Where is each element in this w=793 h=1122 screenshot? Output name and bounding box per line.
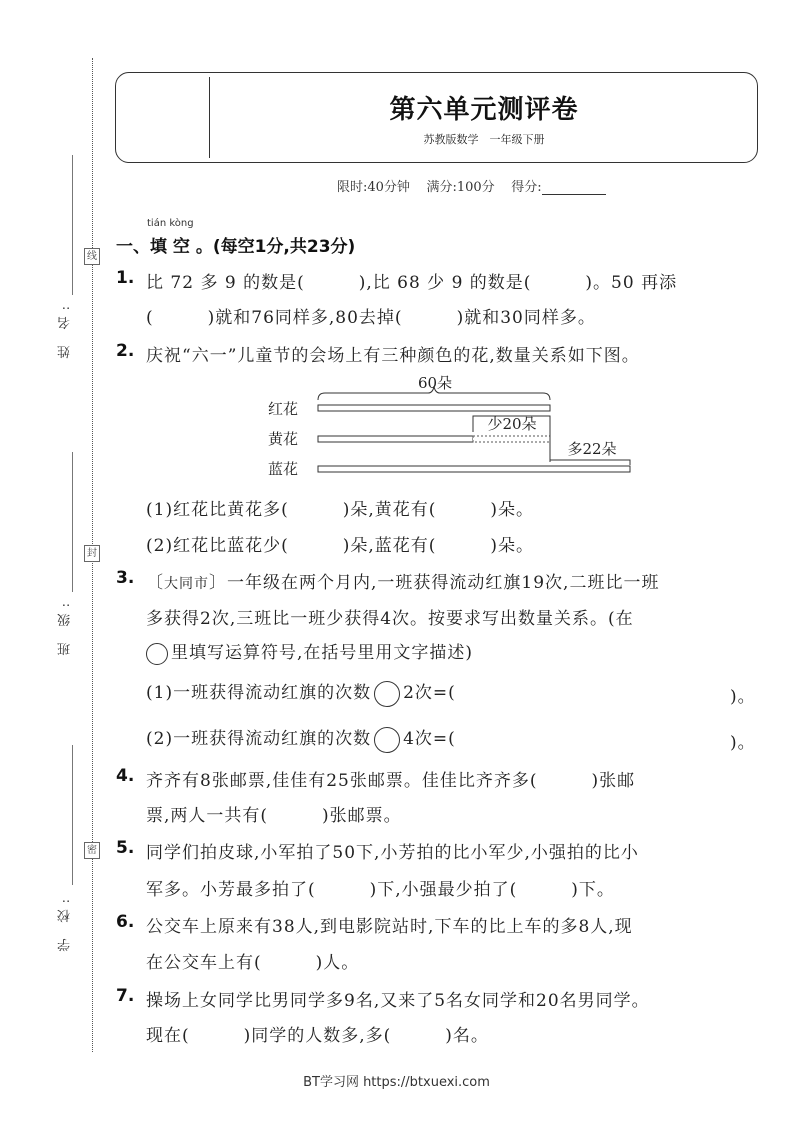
q2-sub2: (2)红花比蓝花少( )朵,蓝花有( )朵。 xyxy=(146,536,535,556)
q3-sub2-text: (2)一班获得流动红旗的次数 xyxy=(146,729,372,749)
q2-number: 2. xyxy=(116,341,135,361)
class-field-line[interactable] xyxy=(72,452,73,592)
q7-number: 7. xyxy=(116,986,135,1006)
q7-line1: 操场上女同学比男同学多9名,又来了5名女同学和20名男同学。 xyxy=(146,991,650,1011)
q5-number: 5. xyxy=(116,838,135,858)
time-limit: 限时:40分钟 xyxy=(337,180,410,195)
school-label: 学 校: xyxy=(58,893,73,952)
q6-line2: 在公交车上有( )人。 xyxy=(146,953,360,973)
section-title: 一、填 空 。(每空1分,共23分) xyxy=(116,237,356,257)
page-title: 第六单元测评卷 xyxy=(389,95,579,125)
more-label: 多22朵 xyxy=(567,440,617,458)
class-label: 班 级: xyxy=(58,597,73,656)
q3-line1-text: 一年级在两个月内,一班获得流动红旗19次,二班比一班 xyxy=(227,573,660,593)
footer-watermark[interactable]: BT学习网 https://btxuexi.com xyxy=(303,1075,490,1090)
q3-number: 3. xyxy=(116,568,135,588)
score-blank[interactable] xyxy=(542,182,606,195)
q3-sub1 xyxy=(146,678,456,707)
top-brace-label: 60朵 xyxy=(417,374,453,392)
page-subtitle: 苏教版数学 一年级下册 xyxy=(423,133,545,146)
bar-yellow xyxy=(318,436,473,442)
q6-number: 6. xyxy=(116,912,135,932)
q5-line2: 军多。小芳最多拍了( )下,小强最少拍了( )下。 xyxy=(146,880,615,900)
binding-box-bottom: 密 xyxy=(84,842,100,859)
section-pinyin: tián kòng xyxy=(147,218,194,229)
exam-meta xyxy=(337,176,606,195)
label-yellow: 黄花 xyxy=(268,430,299,448)
q3-line3-text: 里填写运算符号,在括号里用文字描述) xyxy=(171,643,474,663)
title-box xyxy=(115,72,758,163)
q3-line2: 多获得2次,三班比一班少获得4次。按要求写出数量关系。(在 xyxy=(146,609,634,629)
bar-yellow-dashed xyxy=(473,436,550,442)
operator-circle-example xyxy=(146,643,168,665)
q3-line1: 〔大同市〕一年级在两个月内,一班获得流动红旗19次,二班比一班 xyxy=(146,573,660,593)
operator-circle-2[interactable] xyxy=(374,727,400,753)
q1-line2: ( )就和76同样多,80去掉( )就和30同样多。 xyxy=(146,308,596,328)
flower-diagram xyxy=(260,372,650,484)
q2-sub1: (1)红花比黄花多( )朵,黄花有( )朵。 xyxy=(146,500,535,520)
q3-sub1-value: 2次=( xyxy=(403,683,456,703)
q4-line2: 票,两人一共有( )张邮票。 xyxy=(146,806,402,826)
label-blue: 蓝花 xyxy=(268,460,299,478)
score-label: 得分: xyxy=(511,180,542,195)
q3-sub2-value: 4次=( xyxy=(403,729,456,749)
q3-line3 xyxy=(146,638,473,665)
operator-circle-1[interactable] xyxy=(374,681,400,707)
q3-sub2-end: )。 xyxy=(730,733,756,753)
q7-line2: 现在( )同学的人数多,多( )名。 xyxy=(146,1026,489,1046)
bar-blue xyxy=(318,466,630,472)
q3-sub2 xyxy=(146,724,456,753)
bar-red xyxy=(318,405,550,411)
q2-line1: 庆祝“六一”儿童节的会场上有三种颜色的花,数量关系如下图。 xyxy=(146,346,640,366)
less-label: 少20朵 xyxy=(487,415,537,433)
name-label: 姓 名: xyxy=(58,300,73,359)
label-red: 红花 xyxy=(268,400,299,418)
q4-number: 4. xyxy=(116,766,135,786)
name-field-line[interactable] xyxy=(72,155,73,295)
school-field-line[interactable] xyxy=(72,745,73,885)
binding-box-middle: 封 xyxy=(84,545,100,562)
q4-line1: 齐齐有8张邮票,佳佳有25张邮票。佳佳比齐齐多( )张邮 xyxy=(146,771,636,791)
full-score: 满分:100分 xyxy=(426,180,495,195)
q1-line1: 比 72 多 9 的数是( ),比 68 少 9 的数是( )。50 再添 xyxy=(146,273,678,293)
q5-line1: 同学们拍皮球,小军拍了50下,小芳拍的比小军少,小强拍的比小 xyxy=(146,843,639,863)
q3-sub1-end: )。 xyxy=(730,687,756,707)
q3-tag: 大同市 xyxy=(164,576,209,592)
q1-number: 1. xyxy=(116,268,135,288)
title-box-divider xyxy=(209,77,210,158)
q3-sub1-text: (1)一班获得流动红旗的次数 xyxy=(146,683,372,703)
binding-box-top: 线 xyxy=(84,248,100,265)
q6-line1: 公交车上原来有38人,到电影院站时,下车的比上车的多8人,现 xyxy=(146,917,633,937)
